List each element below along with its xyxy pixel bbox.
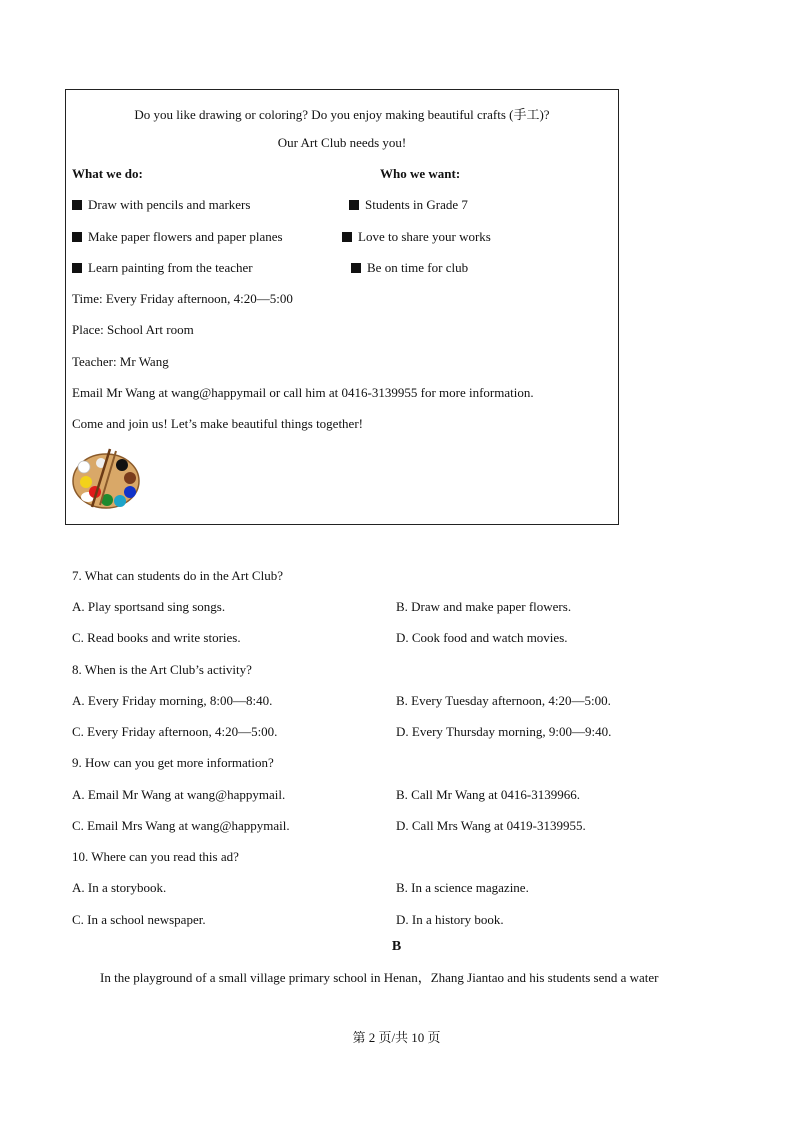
ad-place: Place: School Art room (72, 322, 194, 337)
option-7c: C. Read books and write stories. (72, 630, 241, 645)
bullet-square-icon (351, 263, 361, 273)
ad-contact: Email Mr Wang at wang@happymail or call him at 0416-3139955 for more information. (72, 385, 534, 400)
section-b-text: In the playground of a small village primary school in Henan，Zhang Jiantao and his students send a water (100, 970, 659, 985)
what-item: Draw with pencils and markers (72, 197, 250, 213)
option-8a: A. Every Friday morning, 8:00—8:40. (72, 693, 273, 708)
option-10b: B. In a science magazine. (396, 880, 529, 895)
who-item: Be on time for club (351, 260, 468, 276)
option-7a: A. Play sportsand sing songs. (72, 599, 226, 614)
ad-closing: Come and join us! Let’s make beautiful things together! (72, 416, 363, 431)
option-7d: D. Cook food and watch movies. (396, 630, 568, 645)
bullet-square-icon (349, 200, 359, 210)
art-club-ad-box (65, 89, 619, 525)
option-9a: A. Email Mr Wang at wang@happymail. (72, 787, 286, 802)
option-8b: B. Every Tuesday afternoon, 4:20—5:00. (396, 693, 611, 708)
what-item: Make paper flowers and paper planes (72, 229, 283, 245)
bullet-square-icon (72, 200, 82, 210)
option-10c: C. In a school newspaper. (72, 912, 206, 927)
section-b-heading: B (391, 939, 402, 954)
option-10d: D. In a history book. (396, 912, 504, 927)
bullet-square-icon (342, 232, 352, 242)
option-8d: D. Every Thursday morning, 9:00—9:40. (396, 724, 612, 739)
ad-time: Time: Every Friday afternoon, 4:20—5:00 (72, 291, 293, 306)
question-8: 8. When is the Art Club’s activity? (72, 662, 252, 677)
ad-tagline: Our Art Club needs you! (277, 135, 407, 150)
option-8c: C. Every Friday afternoon, 4:20—5:00. (72, 724, 278, 739)
who-item: Love to share your works (342, 229, 491, 245)
option-10a: A. In a storybook. (72, 880, 167, 895)
what-item: Learn painting from the teacher (72, 260, 253, 276)
question-10: 10. Where can you read this ad? (72, 849, 239, 864)
question-9: 9. How can you get more information? (72, 755, 274, 770)
page-footer: 第 2 页/共 10 页 (352, 1030, 441, 1045)
who-we-want-heading: Who we want: (380, 166, 461, 181)
option-7b: B. Draw and make paper flowers. (396, 599, 572, 614)
who-item: Students in Grade 7 (349, 197, 468, 213)
question-7: 7. What can students do in the Art Club? (72, 568, 283, 583)
bullet-square-icon (72, 263, 82, 273)
option-9c: C. Email Mrs Wang at wang@happymail. (72, 818, 290, 833)
bullet-square-icon (72, 232, 82, 242)
paint-palette-icon (70, 445, 142, 511)
ad-teacher: Teacher: Mr Wang (72, 354, 169, 369)
ad-intro: Do you like drawing or coloring? Do you enjoy making beautiful crafts (手工)? (134, 107, 550, 122)
what-we-do-heading: What we do: (72, 166, 143, 181)
option-9d: D. Call Mrs Wang at 0419-3139955. (396, 818, 586, 833)
option-9b: B. Call Mr Wang at 0416-3139966. (396, 787, 580, 802)
